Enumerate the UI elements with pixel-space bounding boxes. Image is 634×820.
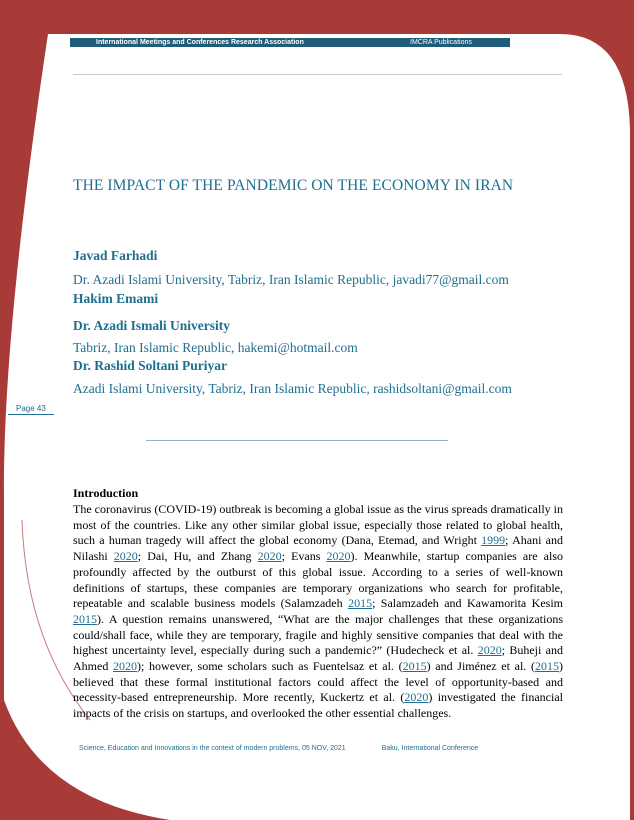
citation-link[interactable]: 2020 [477, 643, 502, 658]
header-divider [73, 74, 562, 75]
section-divider [146, 440, 448, 441]
citation-link[interactable]: 1999 [481, 533, 506, 548]
footer [79, 745, 478, 752]
citation-link[interactable]: 2015 [73, 611, 97, 626]
citation-link[interactable]: 2015 [348, 596, 373, 611]
header-publisher: IMCRA Publications [410, 39, 472, 46]
citation-link[interactable]: 2020 [326, 549, 351, 564]
introduction-heading: Introduction [73, 486, 139, 500]
footer-conference: Science, Education and Innovations in the context of modern problems, 05 NOV, 2021 [79, 745, 346, 752]
page-number-underline [8, 414, 54, 415]
page-number: Page 43 [16, 404, 46, 413]
author-affiliation-2: Tabriz, Iran Islamic Republic, hakemi@hotmail.com [73, 340, 358, 355]
author-affiliation-3: Azadi Islami University, Tabriz, Iran Islamic Republic, rashidsoltani@gmail.com [73, 381, 512, 396]
author-name-2: Hakim Emami [73, 291, 159, 306]
citation-link[interactable]: 2020 [113, 549, 138, 564]
author-name-1: Javad Farhadi [73, 248, 158, 263]
footer-location: Baku, International Conference [381, 745, 479, 752]
citation-link[interactable]: 2020 [404, 690, 429, 705]
author-affiliation-1: Dr. Azadi Islami University, Tabriz, Iran Islamic Republic, javadi77@gmail.com [73, 272, 509, 287]
citation-link[interactable]: 2015 [534, 659, 559, 674]
introduction-paragraph: The coronavirus (COVID-19) outbreak is becoming a global issue as the virus spreads dramatically in most of the countries. Like any other similar global issue, especially those related to global health, such a human tragedy will affect the global economy (Dana, Etemad, and Wright 1999; Ahani and Nilashi 2020; Dai, Hu, and Zhang 2020; Evans 2020). Meanwhile, startup companies are also profoundly affected by the outburst of this global issue. According to a series of well-known definitions of startups, these companies are temporary organizations who search for profitable, repeatable and scalable business models (Salamzadeh 2015; Salamzadeh and Kawamorita Kesim 2015). A question remains unanswered, “What are the major challenges that these organizations could/shall face, while they are temporary, fragile and highly sensitive companies that deal with the highest uncertainty level, especially during such a pandemic?” (Hudecheck et al. 2020; Buheji and Ahmed 2020); however, some scholars such as Fuentelsaz et al. (2015) and Jiménez et al. (2015) believed that these formal institutional factors could affect the level of opportunity-based and necessity-based entrepreneurship. More recently, Kuckertz et al. (2020) investigated the financial impacts of the crisis on startups, and overlooked the other essential challenges. [73, 502, 564, 721]
paper-title: THE IMPACT OF THE PANDEMIC ON THE ECONOMY IN IRAN [73, 177, 514, 194]
header-band [70, 38, 510, 47]
author-name-3: Dr. Rashid Soltani Puriyar [73, 358, 228, 373]
citation-link[interactable]: 2020 [257, 549, 282, 564]
citation-link[interactable]: 2020 [113, 659, 138, 674]
author-affiliation-2-institution: Dr. Azadi Ismali University [73, 318, 231, 333]
citation-link[interactable]: 2015 [402, 659, 427, 674]
header-association: International Meetings and Conferences Research Association [96, 39, 304, 46]
